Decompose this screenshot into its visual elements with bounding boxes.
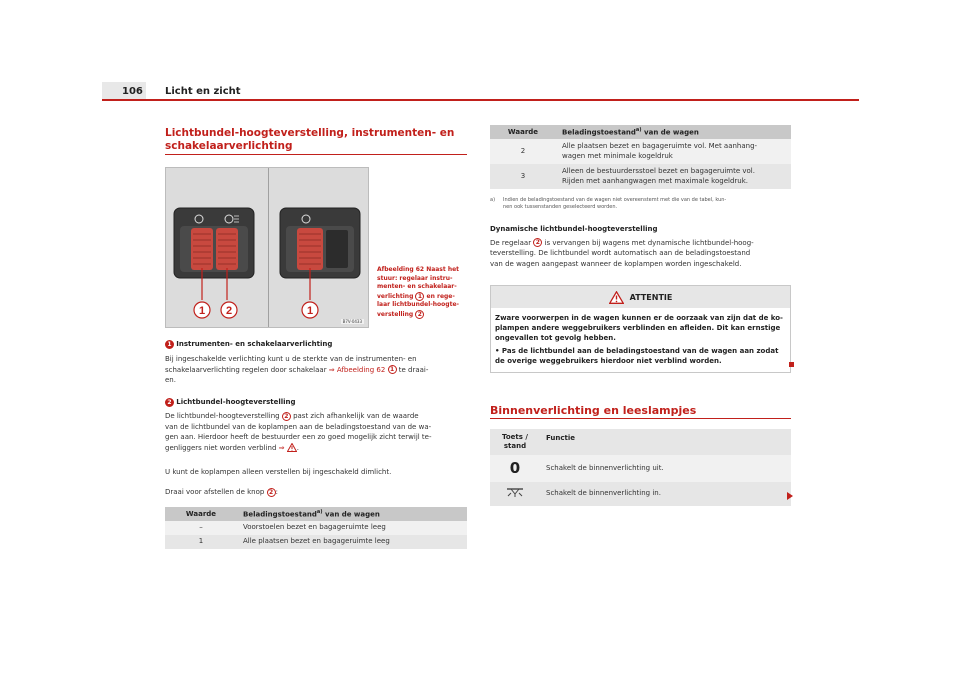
table-header-value: Waarde	[165, 507, 237, 521]
dynamic-heading: Dynamische lichtbundel-hoogteverstelling	[490, 225, 658, 233]
footnote	[490, 197, 790, 211]
beam-table-right	[490, 125, 791, 189]
table-row	[165, 521, 467, 535]
item2-badge: 2	[165, 398, 174, 407]
paragraph-3: U kunt de koplampen alleen verstellen bij ingeschakeld dimlicht.	[165, 468, 392, 476]
table-cell-desc: Alle plaatsen bezet en bagageruimte vol. Met aanhang- wagen met minimale kogeldruk	[556, 139, 791, 164]
table-cell-value: –	[165, 521, 237, 535]
running-title: Licht en zicht	[165, 86, 241, 97]
figure-callout-2: 2	[225, 305, 233, 317]
footnote-mark: a)	[490, 197, 496, 203]
para2-line2: van de lichtbundel van de koplampen aan de beladingstoestand van de wa-	[165, 422, 432, 431]
figure-caption-text-b: en rege-laar lichtbundel-hoogte-verstelling	[377, 292, 459, 318]
table-cell-desc: Voorstoelen bezet en bagageruimte leeg	[237, 521, 467, 535]
warning-title: ATTENTIE	[629, 292, 673, 302]
warning-p1-line2: plampen andere weggebruikers verblinden en afleiden. Dit kan ernstige	[495, 324, 781, 332]
item2-heading-text: Lichtbundel-hoogteverstelling	[176, 398, 296, 406]
section2-rule	[490, 418, 791, 419]
para1-line3: en.	[165, 376, 176, 384]
caption-badge-2: 2	[415, 310, 424, 319]
para2-line4a: genliggers niet worden verblind	[165, 443, 279, 452]
paragraph-2	[165, 411, 467, 453]
para4-text: Draai voor afstellen de knop	[165, 488, 267, 496]
interior-light-table	[490, 429, 791, 506]
section-title-line2: schakelaarverlichting	[165, 140, 293, 152]
warning-box	[490, 285, 791, 373]
figure-callout-1: 1	[198, 305, 206, 317]
item1-heading-text: Instrumenten- en schakelaarverlichting	[176, 340, 333, 348]
dynamic-line2: teverstelling. De lichtbundel wordt automatisch aan de beladingstoestand	[490, 249, 751, 257]
warning-p1-line3: ongevallen tot gevolg hebben.	[495, 334, 616, 342]
para1-line1: Bij ingeschakelde verlichting kunt u de sterkte van de instrumenten- en	[165, 355, 417, 363]
para4-badge: 2	[267, 488, 276, 497]
page-number: 106	[122, 86, 143, 97]
para2-line4b: .	[296, 443, 299, 452]
header-rule	[102, 99, 859, 101]
section-title-line1: Lichtbundel-hoogteverstelling, instrumenten- en	[165, 127, 455, 139]
table-row	[165, 535, 467, 549]
beam-table-left	[165, 507, 467, 549]
dynamic-badge: 2	[533, 238, 542, 247]
table-row	[490, 164, 791, 189]
table-header-function: Functie	[540, 429, 791, 455]
item2-heading	[165, 397, 467, 408]
table-cell-desc: Alle plaatsen bezet en bagageruimte leeg	[237, 535, 467, 549]
table-cell-value: 3	[490, 164, 556, 189]
dynamic-section	[490, 224, 791, 269]
warning-p2-line2: de overige weggebruikers hierdoor niet verblind worden.	[495, 357, 722, 365]
switch-off-symbol: 0	[490, 455, 540, 482]
dynamic-line1a: De regelaar	[490, 238, 534, 247]
item1-heading	[165, 339, 467, 350]
para2-line1b: past zich afhankelijk van de waarde	[290, 412, 419, 420]
paragraph-4	[165, 487, 467, 498]
table-cell-value: 2	[490, 139, 556, 164]
figure-code: B7V-0433	[342, 319, 362, 324]
table-cell-value: 1	[165, 535, 237, 549]
item1-badge: 1	[165, 340, 174, 349]
figure-callout-3: 1	[306, 305, 314, 317]
figure-caption-text-a: Afbeelding 62 Naast het stuur: regelaar instru-menten- en schakelaar-verlichting	[377, 266, 460, 300]
figure-62-link[interactable]: ⇒ Afbeelding 62	[328, 365, 386, 374]
table-header-key: Toets / stand	[490, 429, 540, 455]
control-knobs-illustration	[166, 168, 368, 327]
warning-triangle-icon	[287, 443, 297, 452]
lamp-icon	[504, 486, 526, 498]
footnote-line1: Indien de beladingstoestand van de wagen niet overeenstemt met die van de tabel, kun-	[503, 197, 727, 203]
para1-badge: 1	[388, 365, 397, 374]
warning-body	[491, 308, 790, 366]
warning-p2-line1: Pas de lichtbundel aan de beladingstoestand van de wagen aan zodat	[501, 347, 779, 355]
warning-triangle-icon	[609, 291, 624, 304]
table-header-load: Beladingstoestand$^{a)}$ van de wagen	[556, 125, 791, 139]
warning-p1-line1: Zware voorwerpen in de wagen kunnen er de oorzaak van zijn dat de ko-	[495, 314, 783, 322]
para1-line2b: te draai-	[396, 365, 429, 374]
table-row	[490, 455, 791, 482]
table-header-load: Beladingstoestand$^{a)}$ van de wagen	[237, 507, 467, 521]
section-rule	[165, 154, 467, 155]
figure-dashboard-controls	[165, 167, 369, 328]
footnote-line2: nen ook tussenstanden geselecteerd worden.	[503, 204, 618, 210]
para1-line2a: schakelaarverlichting regelen door schakelaar	[165, 365, 329, 374]
caption-badge-1: 1	[415, 292, 424, 301]
continue-arrow-icon	[787, 492, 793, 500]
para2-badge: 2	[282, 412, 291, 421]
warning-link[interactable]: ⇒	[278, 443, 287, 452]
section-title	[165, 127, 454, 153]
dynamic-line1b: is vervangen bij wagens met dynamische lichtbundel-hoog-	[542, 238, 754, 247]
figure-caption	[377, 266, 467, 319]
section2-title: Binnenverlichting en leeslampjes	[490, 404, 697, 417]
warning-header	[491, 286, 790, 308]
table-cell-desc: Schakelt de binnenverlichting uit.	[540, 455, 791, 482]
para2-line3: gen aan. Hierdoor heeft de bestuurder een zo goed mogelijk zicht terwijl te-	[165, 433, 432, 441]
paragraph-1	[165, 354, 467, 386]
table-cell-desc: Schakelt de binnenverlichting in.	[540, 482, 791, 506]
para2-line1a: De lichtbundel-hoogteverstelling	[165, 412, 282, 420]
table-header-value: Waarde	[490, 125, 556, 139]
table-cell-desc: Alleen de bestuurdersstoel bezet en bagageruimte vol. Rijden met aanhangwagen met maximale kogeldruk.	[556, 164, 791, 189]
section-end-marker	[789, 362, 794, 367]
table-row	[490, 482, 791, 506]
warning-bullet: •	[495, 347, 500, 355]
table-row	[490, 139, 791, 164]
dynamic-line3: van de wagen aangepast wanneer de koplampen worden ingeschakeld.	[490, 259, 742, 268]
figure-divider	[268, 168, 269, 327]
para4-end: :	[275, 488, 278, 496]
